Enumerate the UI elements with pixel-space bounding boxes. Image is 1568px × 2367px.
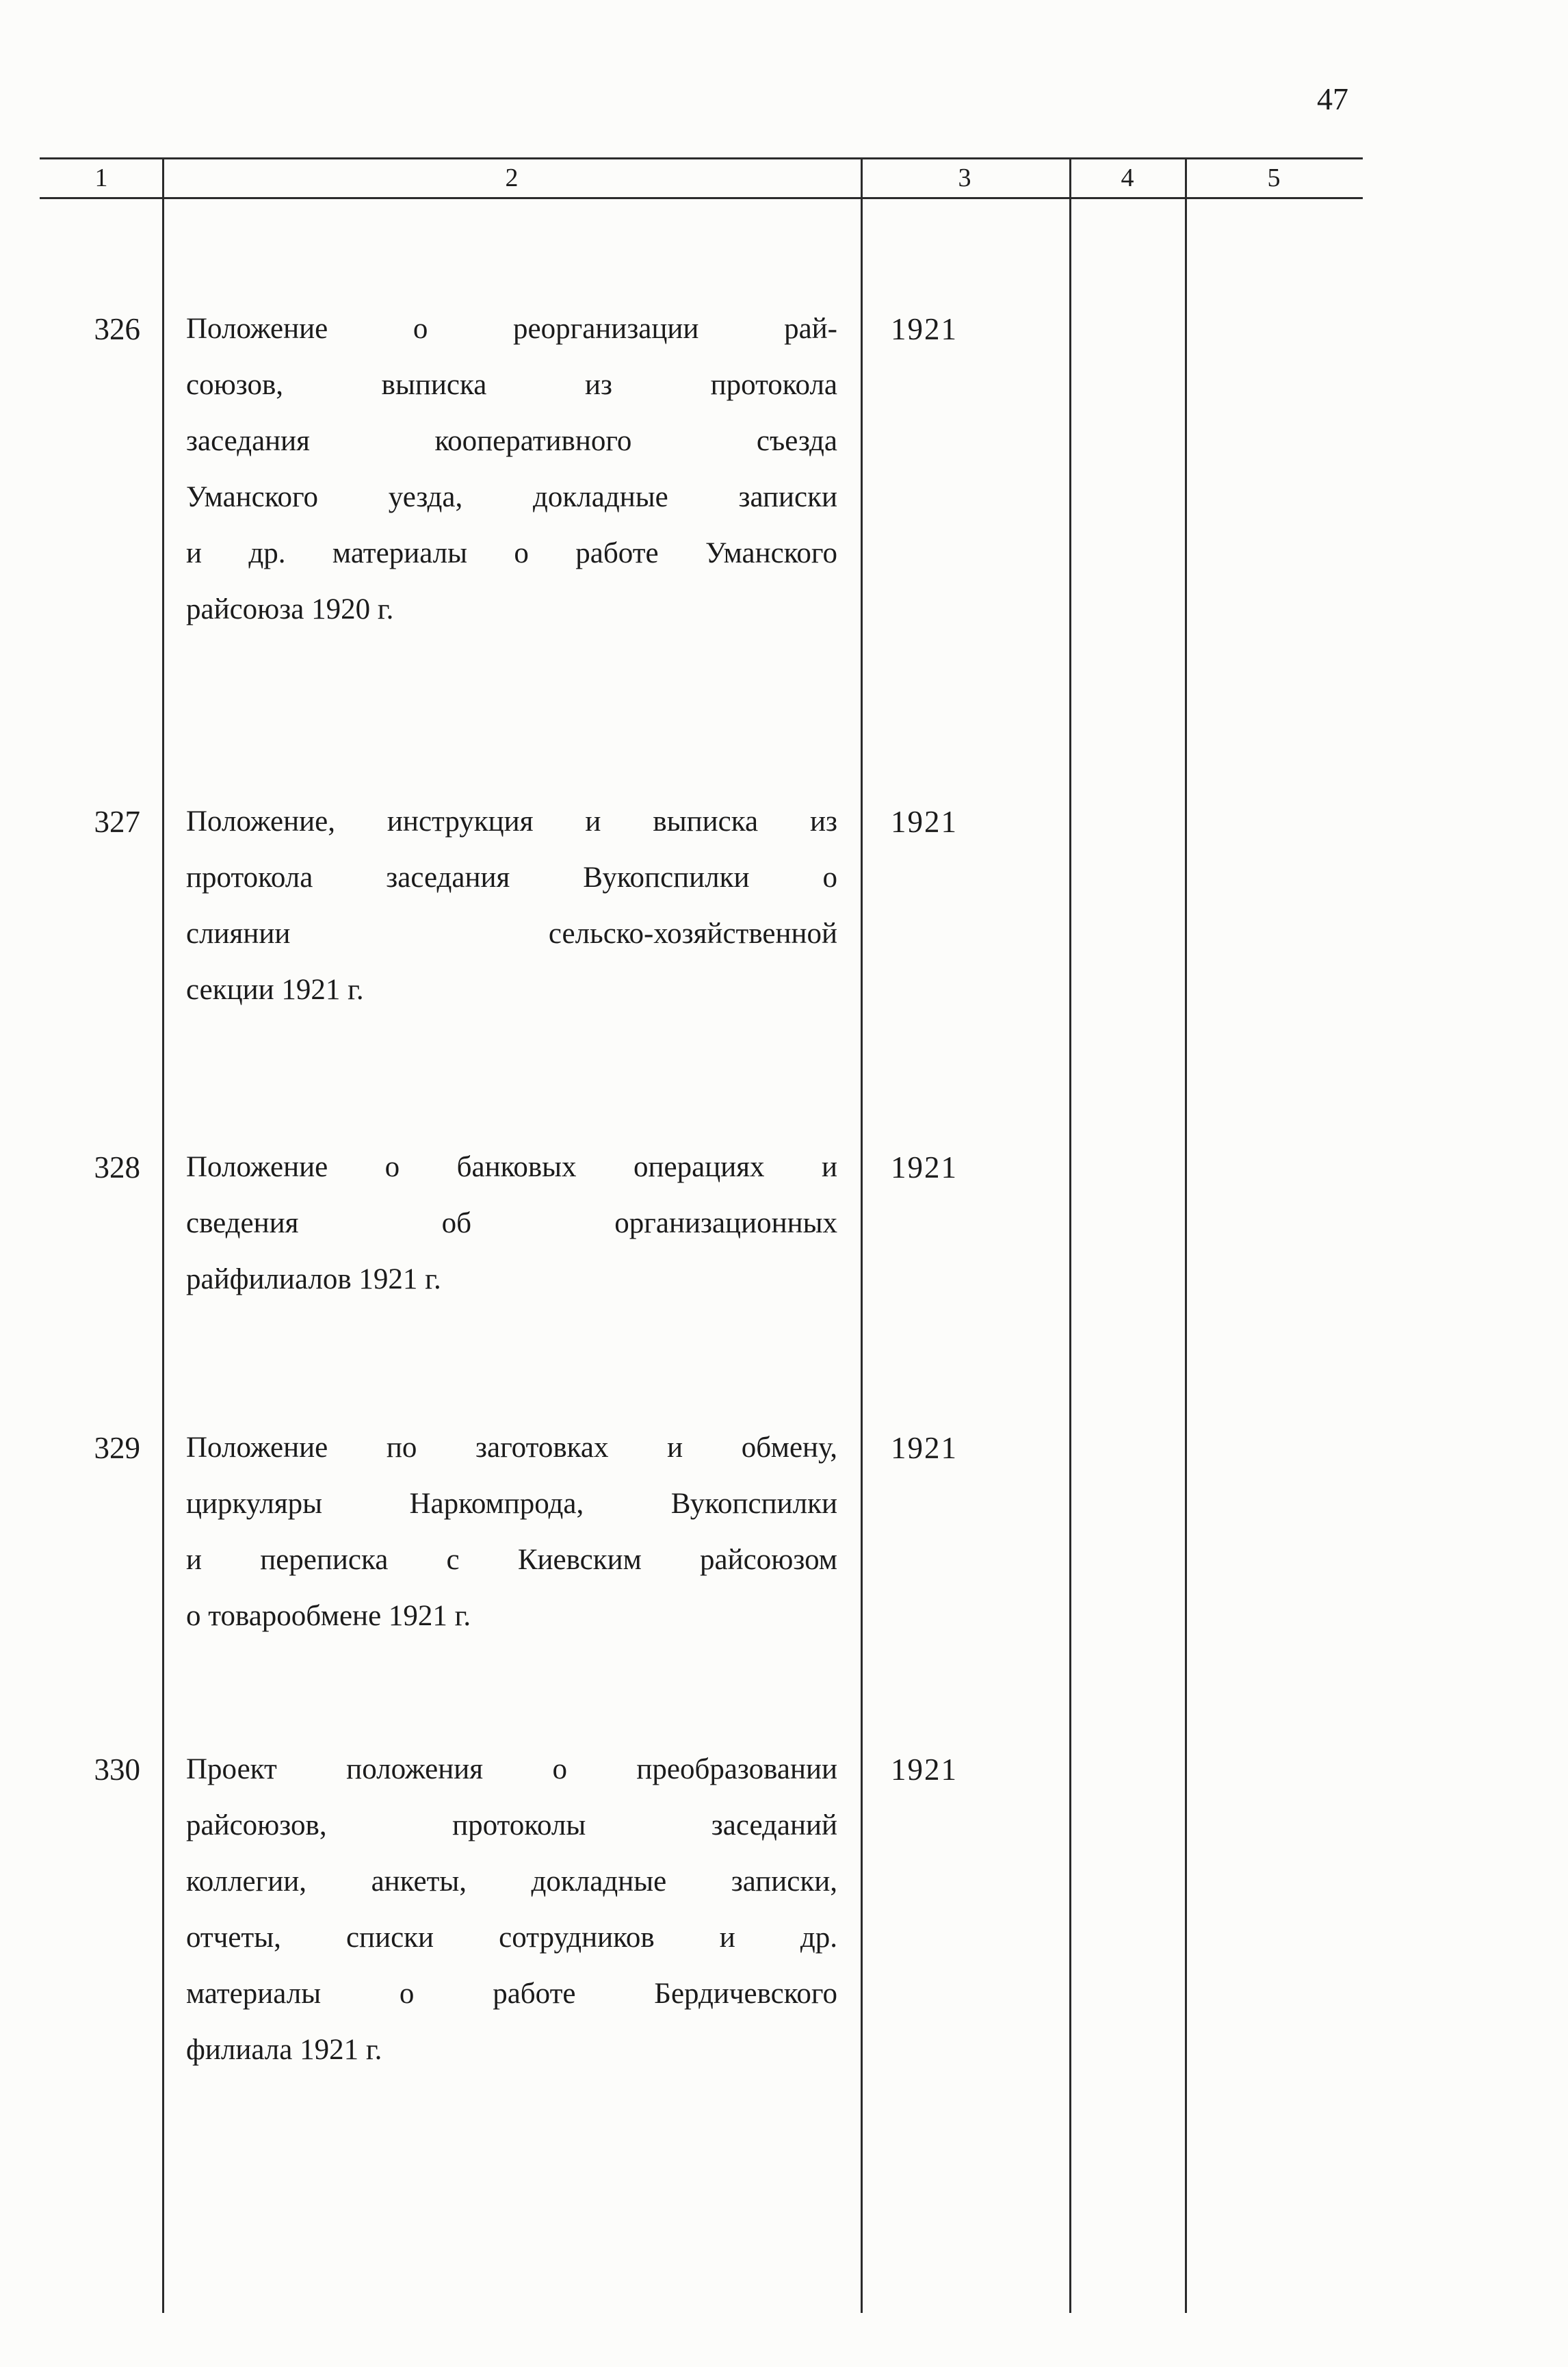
description-line: райсоюзов, протоколы заседаний bbox=[186, 1809, 837, 1841]
description-line: циркуляры Наркомпрода, Вукопспилки bbox=[186, 1488, 837, 1520]
column-header-2: 2 bbox=[505, 164, 519, 192]
entry-description bbox=[186, 1420, 837, 1644]
description-line: секции 1921 г. bbox=[186, 974, 364, 1006]
description-line: материалы о работе Бердичевского bbox=[186, 1978, 837, 2010]
entry-number: 328 bbox=[94, 1150, 140, 1185]
table-column-divider bbox=[861, 157, 863, 2313]
entry-year: 1921 bbox=[891, 805, 958, 839]
entry-year: 1921 bbox=[891, 312, 958, 346]
description-line: союзов, выписка из протокола bbox=[186, 369, 837, 401]
entry-description bbox=[186, 1139, 837, 1308]
description-line: Положение о банковых операциях и bbox=[186, 1151, 837, 1183]
description-line: Проект положения о преобразовании bbox=[186, 1753, 837, 1785]
entry-description bbox=[186, 794, 837, 1018]
description-line: слиянии сельско-хозяйственной bbox=[186, 918, 837, 950]
description-line: райфилиалов 1921 г. bbox=[186, 1263, 441, 1295]
table-header-underline bbox=[40, 197, 1363, 199]
entry-description bbox=[186, 1742, 837, 2078]
column-header-4: 4 bbox=[1121, 164, 1134, 192]
description-line: Положение о реорганизации рай- bbox=[186, 313, 837, 345]
description-line: Положение, инструкция и выписка из bbox=[186, 805, 837, 838]
table-column-divider bbox=[162, 157, 164, 2313]
description-line: Положение по заготовках и обмену, bbox=[186, 1432, 837, 1464]
description-line: райсоюза 1920 г. bbox=[186, 593, 394, 625]
entry-year: 1921 bbox=[891, 1752, 958, 1787]
column-header-3: 3 bbox=[958, 164, 971, 192]
column-header-1: 1 bbox=[94, 164, 108, 192]
entry-number: 329 bbox=[94, 1431, 140, 1465]
description-line: и переписка с Киевским райсоюзом bbox=[186, 1544, 837, 1576]
description-line: филиала 1921 г. bbox=[186, 2034, 382, 2066]
page-number: 47 bbox=[1317, 81, 1348, 116]
description-line: сведения об организационных bbox=[186, 1207, 837, 1239]
column-header-5: 5 bbox=[1267, 164, 1281, 192]
entry-year: 1921 bbox=[891, 1431, 958, 1465]
description-line: отчеты, списки сотрудников и др. bbox=[186, 1922, 837, 1954]
table-border-top bbox=[40, 157, 1363, 159]
entry-number: 327 bbox=[94, 805, 140, 839]
description-line: заседания кооперативного съезда bbox=[186, 425, 837, 457]
entry-number: 330 bbox=[94, 1752, 140, 1787]
entry-number: 326 bbox=[94, 312, 140, 346]
description-line: коллегии, анкеты, докладные записки, bbox=[186, 1865, 837, 1898]
table-column-divider bbox=[1185, 157, 1187, 2313]
description-line: о товарообмене 1921 г. bbox=[186, 1600, 471, 1632]
description-line: и др. материалы о работе Уманского bbox=[186, 537, 837, 569]
description-line: Уманского уезда, докладные записки bbox=[186, 481, 837, 513]
entry-description bbox=[186, 301, 837, 638]
description-line: протокола заседания Вукопспилки о bbox=[186, 862, 837, 894]
table-column-divider bbox=[1069, 157, 1071, 2313]
entry-year: 1921 bbox=[891, 1150, 958, 1185]
